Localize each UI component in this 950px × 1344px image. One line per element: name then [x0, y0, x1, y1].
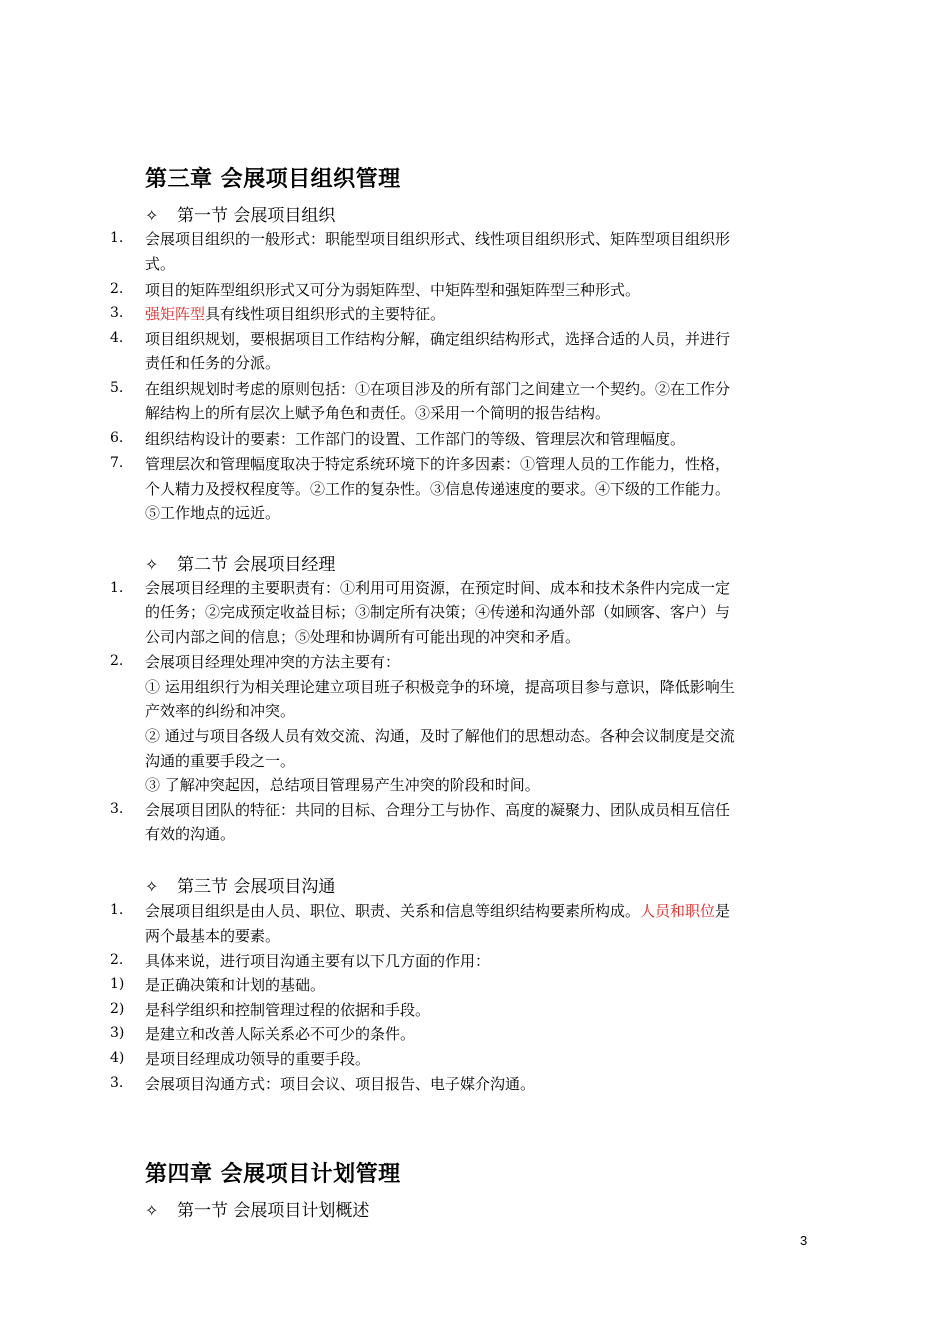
- diamond-bullet-icon: ✧: [145, 206, 159, 225]
- list-item-line: 的任务；②完成预定收益目标；③制定所有决策；④传递和沟通外部（如顾客、客户）与: [145, 603, 731, 621]
- list-item-line: ① 运用组织行为相关理论建立项目班子积极竞争的环境，提高项目参与意识，降低影响生: [145, 678, 735, 696]
- section-heading-text: 第三节 会展项目沟通: [177, 877, 336, 897]
- sub-list-number: 1): [110, 976, 125, 992]
- list-number: 4.: [110, 330, 124, 346]
- list-item-line: 项目组织规划，要根据项目工作结构分解，确定组织结构形式，选择合适的人员，并进行: [145, 330, 731, 348]
- list-item-line: 解结构上的所有层次上赋予角色和责任。③采用一个简明的报告结构。: [145, 404, 611, 422]
- list-number: 6.: [110, 430, 124, 446]
- highlight-text: 强矩阵型: [145, 305, 206, 323]
- list-number: 2.: [110, 952, 124, 968]
- list-item-line: 管理层次和管理幅度取决于特定系统环境下的许多因素：①管理人员的工作能力，性格，: [145, 455, 731, 473]
- section-heading: [145, 872, 335, 897]
- list-number: 2.: [110, 653, 124, 669]
- list-item-line: 有效的沟通。: [145, 825, 236, 843]
- section-heading: [145, 201, 335, 226]
- section-heading: [145, 1196, 369, 1221]
- list-number: 3.: [110, 801, 124, 817]
- list-number: 1.: [110, 580, 124, 596]
- sub-list-item: 是项目经理成功领导的重要手段。: [145, 1050, 371, 1068]
- list-item-line: 式。: [145, 255, 176, 273]
- sub-list-number: 3): [110, 1025, 125, 1041]
- list-number: 2.: [110, 281, 124, 297]
- list-item-line: 具体来说，进行项目沟通主要有以下几方面的作用：: [145, 952, 491, 970]
- highlight-text: 人员和职位: [640, 902, 716, 920]
- diamond-bullet-icon: ✧: [145, 555, 159, 574]
- section-heading: [145, 550, 335, 575]
- section-heading-text: 第一节 会展项目计划概述: [177, 1201, 370, 1221]
- list-item-line: 会展项目经理处理冲突的方法主要有：: [145, 653, 401, 671]
- list-item-line: ③ 了解冲突起因，总结项目管理易产生冲突的阶段和时间。: [145, 776, 540, 794]
- list-item-line: 会展项目组织的一般形式：职能型项目组织形式、线性项目组织形式、矩阵型项目组织形: [145, 230, 731, 248]
- list-item-line: 两个最基本的要素。: [145, 927, 281, 945]
- chapter-title: 第三章 会展项目组织管理: [145, 166, 401, 192]
- chapter-title: 第四章 会展项目计划管理: [145, 1161, 401, 1187]
- list-number: 1.: [110, 902, 124, 918]
- list-item-line: 会展项目团队的特征：共同的目标、合理分工与协作、高度的凝聚力、团队成员相互信任: [145, 801, 731, 819]
- list-item-line: [145, 900, 730, 921]
- list-item-text: 具有线性项目组织形式的主要特征。: [205, 305, 446, 323]
- section-heading-text: 第一节 会展项目组织: [177, 206, 336, 226]
- list-item-text: 会展项目组织是由人员、职位、职责、关系和信息等组织结构要素所构成。: [145, 902, 641, 920]
- list-item-text: 是: [715, 902, 731, 920]
- list-item-line: 项目的矩阵型组织形式又可分为弱矩阵型、中矩阵型和强矩阵型三种形式。: [145, 281, 641, 299]
- section-heading-text: 第二节 会展项目经理: [177, 555, 336, 575]
- list-item-line: 组织结构设计的要素：工作部门的设置、工作部门的等级、管理层次和管理幅度。: [145, 430, 686, 448]
- page-number: 3: [800, 1233, 808, 1248]
- list-item-line: 会展项目沟通方式：项目会议、项目报告、电子媒介沟通。: [145, 1075, 536, 1093]
- list-item-line: ⑤工作地点的远近。: [145, 504, 281, 522]
- list-number: 5.: [110, 380, 124, 396]
- list-number: 3.: [110, 305, 124, 321]
- sub-list-item: 是建立和改善人际关系必不可少的条件。: [145, 1025, 416, 1043]
- sub-list-number: 2): [110, 1001, 125, 1017]
- sub-list-item: 是正确决策和计划的基础。: [145, 976, 326, 994]
- list-item-line: 公司内部之间的信息；⑤处理和协调所有可能出现的冲突和矛盾。: [145, 628, 581, 646]
- list-item-line: 会展项目经理的主要职责有：①利用可用资源，在预定时间、成本和技术条件内完成一定: [145, 579, 731, 597]
- list-item-line: [145, 303, 445, 324]
- list-number: 7.: [110, 455, 124, 471]
- diamond-bullet-icon: ✧: [145, 1201, 159, 1220]
- list-item-line: ② 通过与项目各级人员有效交流、沟通，及时了解他们的思想动态。各种会议制度是交流: [145, 727, 735, 745]
- sub-list-item: 是科学组织和控制管理过程的依据和手段。: [145, 1001, 431, 1019]
- list-number: 1.: [110, 230, 124, 246]
- list-number: 3.: [110, 1075, 124, 1091]
- diamond-bullet-icon: ✧: [145, 877, 159, 896]
- list-item-line: 责任和任务的分派。: [145, 354, 281, 372]
- sub-list-number: 4): [110, 1050, 125, 1066]
- list-item-line: 沟通的重要手段之一。: [145, 752, 296, 770]
- list-item-line: 个人精力及授权程度等。②工作的复杂性。③信息传递速度的要求。④下级的工作能力。: [145, 480, 731, 498]
- list-item-line: 在组织规划时考虑的原则包括：①在项目涉及的所有部门之间建立一个契约。②在工作分: [145, 380, 731, 398]
- list-item-line: 产效率的纠纷和冲突。: [145, 702, 296, 720]
